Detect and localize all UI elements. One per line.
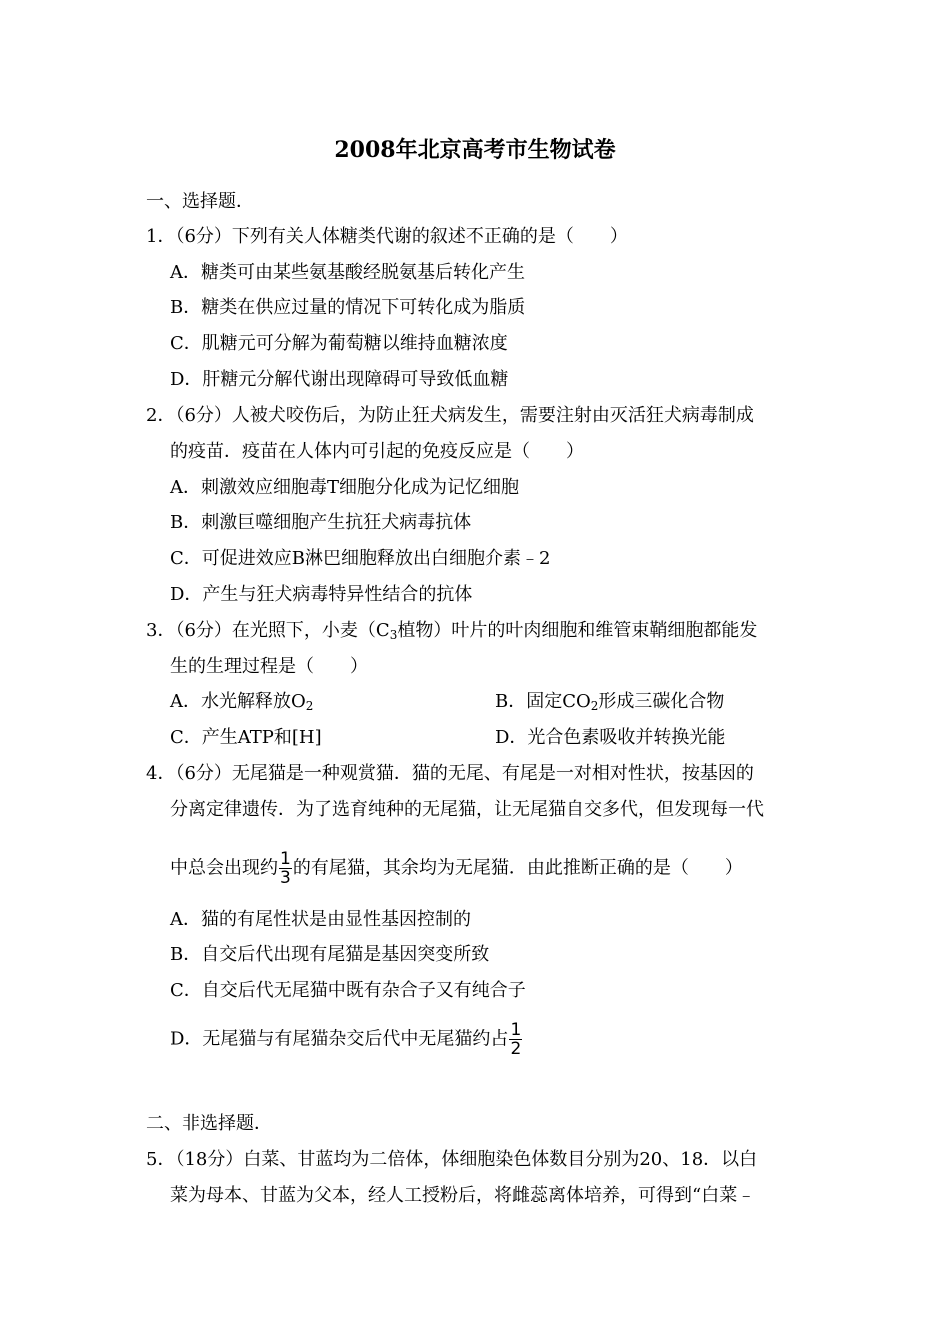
question-5-stem-line-1: 5．（18分）白菜、甘蓝均为二倍体，体细胞染色体数目分别为20、18．以白 (146, 1149, 758, 1170)
option-d-text: D．无尾猫与有尾猫杂交后代中无尾猫约占 (170, 1028, 509, 1050)
question-3-stem-line-1 (146, 619, 757, 643)
question-2-option-c: C．可促进效应B淋巴细胞释放出白细胞介素﹣2 (170, 548, 551, 569)
question-3-option-b (495, 690, 724, 714)
question-3-option-c: C．产生ATP和[H] (170, 727, 322, 748)
option-a-text: A．水光解释放O (170, 691, 306, 712)
question-5-stem-line-2: 菜为母本、甘蓝为父本，经人工授粉后，将雌蕊离体培养，可得到“白菜﹣ (170, 1185, 756, 1206)
subscript-2: 2 (305, 699, 314, 713)
page-title: 2008年北京高考市生物试卷 (334, 137, 616, 163)
fraction-numerator: 1 (280, 849, 291, 869)
question-2-option-d: D．产生与狂犬病毒特异性结合的抗体 (170, 584, 473, 605)
fraction-numerator: 1 (510, 1020, 522, 1040)
subscript-3: 3 (389, 628, 398, 642)
fraction-denominator: 2 (510, 1039, 522, 1059)
question-2-option-b: B．刺激巨噬细胞产生抗狂犬病毒抗体 (170, 512, 472, 533)
question-4-option-c: C．自交后代无尾猫中既有杂合子又有纯合子 (170, 980, 526, 1001)
question-1-option-b: B．糖类在供应过量的情况下可转化成为脂质 (170, 297, 526, 318)
subscript-2: 2 (590, 699, 599, 713)
stem-text-2: 的有尾猫，其余均为无尾猫．由此推断正确的是（ ） (292, 857, 743, 879)
option-b-text-2: 形成三碳化合物 (598, 691, 725, 712)
fraction-one-half (509, 1021, 522, 1058)
question-3-stem-line-2: 生的生理过程是（ ） (170, 656, 368, 677)
section-heading-choice: 一、选择题． (146, 191, 254, 212)
question-4-stem-line-3 (170, 850, 743, 887)
question-4-option-a: A．猫的有尾性状是由显性基因控制的 (170, 909, 471, 930)
question-3-stem-part-1: 3．（6分）在光照下，小麦（C (146, 620, 390, 641)
question-4-stem-line-1: 4．（6分）无尾猫是一种观赏猫．猫的无尾、有尾是一对相对性状，按基因的 (146, 763, 754, 784)
question-2-stem-line-1: 2．（6分）人被犬咬伤后，为防止狂犬病发生，需要注射由灭活狂犬病毒制成 (146, 405, 754, 426)
question-1-option-a: A．糖类可由某些氨基酸经脱氨基后转化产生 (170, 262, 525, 283)
question-4-option-b: B．自交后代出现有尾猫是基因突变所致 (170, 944, 490, 965)
stem-text-1: 中总会出现约 (170, 857, 278, 879)
fraction-denominator: 3 (280, 868, 291, 888)
fraction-one-third (279, 850, 292, 887)
question-1-option-c: C．肌糖元可分解为葡萄糖以维持血糖浓度 (170, 333, 508, 354)
question-4-option-d (170, 1021, 523, 1058)
question-3-option-d: D．光合色素吸收并转换光能 (495, 727, 726, 748)
option-b-text-1: B．固定CO (495, 691, 591, 712)
question-1-option-d: D．肝糖元分解代谢出现障碍可导致低血糖 (170, 369, 509, 390)
question-2-option-a: A．刺激效应细胞毒T细胞分化成为记忆细胞 (170, 477, 520, 498)
section-heading-non-choice: 二、非选择题． (146, 1113, 272, 1134)
question-4-stem-line-2: 分离定律遗传．为了选育纯种的无尾猫，让无尾猫自交多代，但发现每一代 (170, 799, 764, 820)
question-1-stem: 1．（6分）下列有关人体糖类代谢的叙述不正确的是（ ） (146, 226, 628, 247)
question-3-stem-part-2: 植物）叶片的叶肉细胞和维管束鞘细胞都能发 (397, 620, 758, 641)
question-3-option-a (170, 690, 313, 714)
question-2-stem-line-2: 的疫苗．疫苗在人体内可引起的免疫反应是（ ） (170, 441, 584, 462)
